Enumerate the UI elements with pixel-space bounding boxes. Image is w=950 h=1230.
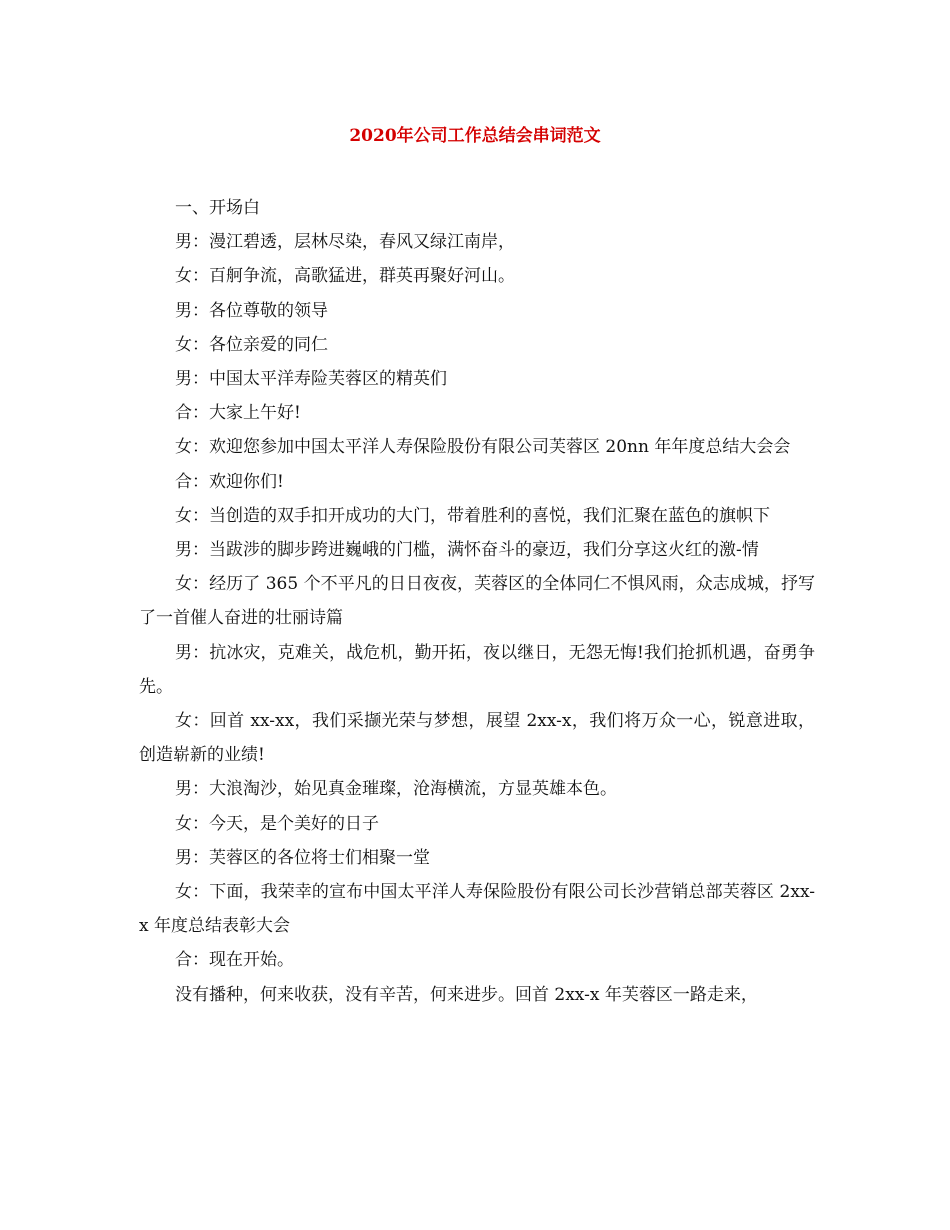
dialogue-line: 男：漫江碧透，层林尽染，春风又绿江南岸， <box>175 232 515 253</box>
dialogue-line: 女：下面，我荣幸的宣布中国太平洋人寿保险股份有限公司长沙营销总部芙蓉区 2xx-x 年度总结表彰大会 <box>139 882 815 937</box>
dialogue-line: 女：各位亲爱的同仁 <box>175 334 328 355</box>
dialogue-line: 女：经历了 365 个不平凡的日日夜夜，芙蓉区的全体同仁不惧风雨，众志成城，抒写了一首催人奋进的壮丽诗篇 <box>139 574 815 629</box>
dialogue-line: 女：回首 xx-xx，我们采撷光荣与梦想，展望 2xx-x，我们将万众一心，锐意进取，创造崭新的业绩! <box>139 711 815 766</box>
dialogue-line: 男：抗冰灾，克难关，战危机，勤开拓，夜以继日，无怨无悔!我们抢抓机遇，奋勇争先。 <box>139 642 815 697</box>
dialogue-line: 男：大浪淘沙，始见真金璀璨，沧海横流，方显英雄本色。 <box>175 779 617 800</box>
document-title: 2020年公司工作总结会串词范文 <box>349 126 601 146</box>
body-paragraph: 没有播种，何来收获，没有辛苦，何来进步。回首 2xx-x 年芙蓉区一路走来， <box>175 984 758 1005</box>
dialogue-line: 女：百舸争流，高歌猛进，群英再聚好河山。 <box>175 266 515 287</box>
dialogue-line: 男：各位尊敬的领导 <box>175 300 328 321</box>
dialogue-line: 男：当跋涉的脚步跨进巍峨的门槛，满怀奋斗的豪迈，我们分享这火红的激-情 <box>175 540 759 561</box>
section-heading: 一、开场白 <box>175 198 260 218</box>
dialogue-line: 女：今天，是个美好的日子 <box>175 813 379 834</box>
document-body <box>139 191 815 1012</box>
dialogue-line: 合：欢迎你们! <box>175 471 284 492</box>
dialogue-line: 合：大家上午好! <box>175 403 301 424</box>
dialogue-line: 女：当创造的双手扣开成功的大门，带着胜利的喜悦，我们汇聚在蓝色的旗帜下 <box>175 505 770 526</box>
dialogue-line: 男：中国太平洋寿险芙蓉区的精英们 <box>175 369 447 390</box>
dialogue-line: 女：欢迎您参加中国太平洋人寿保险股份有限公司芙蓉区 20nn 年年度总结大会会 <box>175 437 791 458</box>
dialogue-line: 合：现在开始。 <box>175 950 294 971</box>
dialogue-line: 男：芙蓉区的各位将士们相聚一堂 <box>175 847 430 868</box>
